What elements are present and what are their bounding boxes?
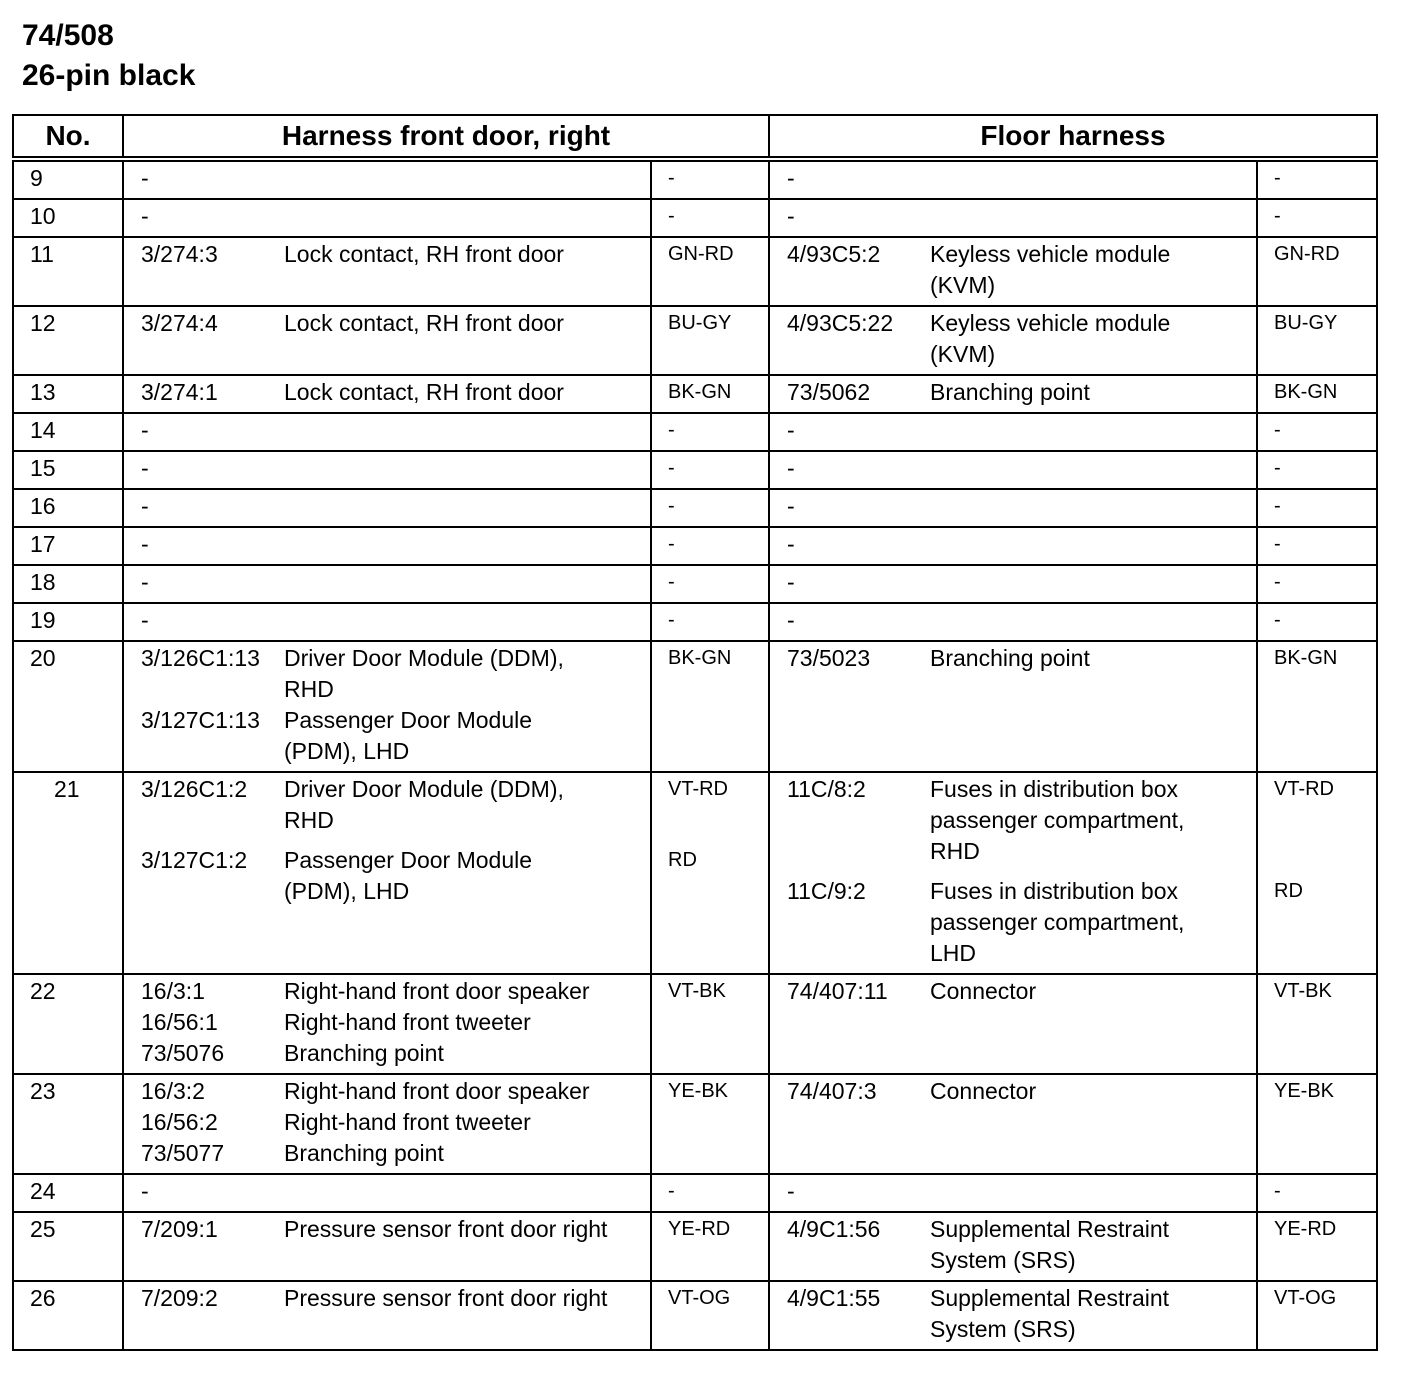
wire-color: VT-OG xyxy=(668,1287,731,1309)
pin-number: 26 xyxy=(13,1281,123,1350)
component-description: Driver Door Module (DDM), RHD xyxy=(284,645,564,702)
pin-number: 25 xyxy=(13,1212,123,1281)
connection-entry xyxy=(770,415,1256,446)
table-row xyxy=(13,1074,1377,1174)
table-row xyxy=(13,237,1377,306)
connection-entry xyxy=(770,491,1256,522)
wire-color: VT-OG xyxy=(1274,1287,1337,1309)
floor-wire-color-cell xyxy=(1257,527,1377,565)
table-row xyxy=(13,1212,1377,1281)
component-description xyxy=(284,1176,650,1207)
connection-entry xyxy=(770,976,1256,1007)
table-row xyxy=(13,306,1377,375)
wire-color: - xyxy=(1274,571,1281,593)
connector-id-title: 74/508 xyxy=(22,19,114,52)
connection-entry xyxy=(770,876,1256,969)
front-door-wire-color-cell xyxy=(651,1212,769,1281)
pin-reference: 73/5023 xyxy=(787,645,871,671)
floor-wire-color-cell xyxy=(1257,641,1377,772)
connection-entry xyxy=(770,529,1256,560)
floor-wire-color-cell xyxy=(1257,306,1377,375)
table-row xyxy=(13,1281,1377,1350)
component-description xyxy=(284,163,650,194)
pin-reference: 16/56:2 xyxy=(141,1109,218,1135)
header-no: No. xyxy=(13,115,123,159)
pin-number: 17 xyxy=(13,527,123,565)
table-row xyxy=(13,159,1377,199)
pin-reference: 7/209:2 xyxy=(141,1285,218,1311)
connection-entry xyxy=(124,643,650,705)
floor-harness-cell xyxy=(769,527,1257,565)
connection-entry xyxy=(770,1076,1256,1107)
pin-reference: - xyxy=(787,531,795,557)
component-description xyxy=(284,491,650,522)
component-description: Right-hand front tweeter xyxy=(284,1009,531,1035)
header-front-door-harness: Harness front door, right xyxy=(123,115,769,159)
component-description xyxy=(930,163,1256,194)
connection-entry xyxy=(770,605,1256,636)
pin-reference: - xyxy=(141,165,149,191)
wire-color: - xyxy=(1274,419,1281,441)
component-description xyxy=(930,201,1256,232)
wire-color: - xyxy=(1274,495,1281,517)
table-row xyxy=(13,1174,1377,1212)
pin-reference: 16/3:2 xyxy=(141,1078,205,1104)
floor-wire-color-cell xyxy=(1257,199,1377,237)
component-description: Pressure sensor front door right xyxy=(284,1216,608,1242)
connection-entry xyxy=(124,1107,650,1138)
floor-harness-cell xyxy=(769,375,1257,413)
component-description: Right-hand front door speaker xyxy=(284,1078,590,1104)
connection-entry xyxy=(124,1038,650,1069)
table-row xyxy=(13,603,1377,641)
front-door-harness-cell xyxy=(123,413,651,451)
pin-number: 13 xyxy=(13,375,123,413)
floor-harness-cell xyxy=(769,1281,1257,1350)
front-door-harness-cell xyxy=(123,199,651,237)
pin-reference: - xyxy=(141,569,149,595)
pin-reference: - xyxy=(141,493,149,519)
pin-number: 10 xyxy=(13,199,123,237)
pin-reference: - xyxy=(787,417,795,443)
pin-number: 16 xyxy=(13,489,123,527)
wire-color: GN-RD xyxy=(668,243,734,265)
table-row xyxy=(13,451,1377,489)
connection-entry xyxy=(124,845,650,907)
component-description: Lock contact, RH front door xyxy=(284,241,564,267)
pin-reference: 73/5077 xyxy=(141,1140,225,1166)
wire-color: - xyxy=(1274,457,1281,479)
floor-wire-color-cell xyxy=(1257,489,1377,527)
connection-entry xyxy=(124,1076,650,1107)
floor-wire-color-cell xyxy=(1257,1174,1377,1212)
floor-harness-cell xyxy=(769,565,1257,603)
pin-number: 21 xyxy=(13,772,123,974)
wire-color: VT-BK xyxy=(1274,980,1332,1002)
component-description: Lock contact, RH front door xyxy=(284,379,564,405)
connection-entry xyxy=(770,774,1256,867)
front-door-wire-color-cell xyxy=(651,1174,769,1212)
table-row xyxy=(13,641,1377,772)
wire-color: - xyxy=(668,167,675,189)
front-door-wire-color-cell xyxy=(651,1074,769,1174)
pin-number: 15 xyxy=(13,451,123,489)
wire-color: YE-RD xyxy=(1274,1218,1337,1240)
wire-color: BU-GY xyxy=(668,312,732,334)
pin-reference: 4/9C1:56 xyxy=(787,1216,881,1242)
connection-entry xyxy=(124,453,650,484)
component-description xyxy=(284,567,650,598)
wire-color: BU-GY xyxy=(1274,312,1338,334)
pin-number: 19 xyxy=(13,603,123,641)
component-description: Driver Door Module (DDM), RHD xyxy=(284,776,564,833)
floor-wire-color-cell xyxy=(1257,603,1377,641)
table-row xyxy=(13,565,1377,603)
pin-reference: 73/5076 xyxy=(141,1040,225,1066)
component-description: Keyless vehicle module (KVM) xyxy=(930,241,1171,298)
front-door-harness-cell xyxy=(123,565,651,603)
front-door-wire-color-cell xyxy=(651,306,769,375)
connection-entry xyxy=(770,1176,1256,1207)
connection-entry xyxy=(124,1007,650,1038)
component-description: Passenger Door Module (PDM), LHD xyxy=(284,847,533,904)
floor-wire-color-cell xyxy=(1257,159,1377,199)
connection-entry xyxy=(124,1138,650,1169)
wire-color: YE-RD xyxy=(668,1218,731,1240)
floor-wire-color-cell xyxy=(1257,565,1377,603)
floor-harness-cell xyxy=(769,413,1257,451)
front-door-wire-color-cell xyxy=(651,237,769,306)
pin-reference: - xyxy=(787,493,795,519)
connection-entry xyxy=(770,567,1256,598)
wire-color: - xyxy=(1274,167,1281,189)
component-description: Connector xyxy=(930,978,1037,1004)
pin-reference: - xyxy=(141,531,149,557)
front-door-wire-color-cell xyxy=(651,199,769,237)
front-door-harness-cell xyxy=(123,159,651,199)
connection-entry xyxy=(770,453,1256,484)
connection-entry xyxy=(770,239,1256,301)
front-door-harness-cell xyxy=(123,375,651,413)
component-description: Pressure sensor front door right xyxy=(284,1285,608,1311)
floor-harness-cell xyxy=(769,451,1257,489)
pin-reference: - xyxy=(141,203,149,229)
component-description xyxy=(284,605,650,636)
pin-reference: 3/127C1:2 xyxy=(141,847,248,873)
connection-entry xyxy=(124,1214,650,1245)
component-description: Supplemental Restraint System (SRS) xyxy=(930,1216,1170,1273)
table-row xyxy=(13,413,1377,451)
front-door-wire-color-cell xyxy=(651,375,769,413)
wire-color: VT-RD xyxy=(668,778,728,800)
floor-wire-color-cell xyxy=(1257,375,1377,413)
pin-reference: - xyxy=(141,455,149,481)
connection-entry xyxy=(770,1283,1256,1345)
front-door-wire-color-cell xyxy=(651,451,769,489)
floor-harness-cell xyxy=(769,199,1257,237)
wire-color: - xyxy=(668,419,675,441)
front-door-harness-cell xyxy=(123,489,651,527)
pin-number: 11 xyxy=(13,237,123,306)
pin-reference: - xyxy=(787,455,795,481)
front-door-wire-color-cell xyxy=(651,641,769,772)
wire-color: - xyxy=(1274,205,1281,227)
floor-wire-color-cell xyxy=(1257,451,1377,489)
component-description xyxy=(930,567,1256,598)
front-door-harness-cell xyxy=(123,1174,651,1212)
component-description: Supplemental Restraint System (SRS) xyxy=(930,1285,1170,1342)
component-description: Branching point xyxy=(930,645,1090,671)
front-door-harness-cell xyxy=(123,451,651,489)
connection-entry xyxy=(124,705,650,767)
wire-color: - xyxy=(668,533,675,555)
front-door-harness-cell xyxy=(123,641,651,772)
connection-entry xyxy=(124,1283,650,1314)
floor-harness-cell xyxy=(769,603,1257,641)
pin-reference: - xyxy=(787,1178,795,1204)
wire-color: - xyxy=(668,495,675,517)
front-door-harness-cell xyxy=(123,1212,651,1281)
component-description xyxy=(930,1176,1256,1207)
connection-entry xyxy=(770,1214,1256,1276)
component-description: Fuses in distribution box passenger compartment, LHD xyxy=(930,878,1185,966)
front-door-wire-color-cell xyxy=(651,527,769,565)
wire-color: - xyxy=(668,205,675,227)
component-description xyxy=(930,529,1256,560)
table-header-row xyxy=(13,115,1377,159)
wire-color: - xyxy=(1274,1180,1281,1202)
pin-reference: 4/9C1:55 xyxy=(787,1285,881,1311)
front-door-wire-color-cell xyxy=(651,565,769,603)
front-door-harness-cell xyxy=(123,1281,651,1350)
pin-reference: 73/5062 xyxy=(787,379,871,405)
wire-color: - xyxy=(668,609,675,631)
wire-color: - xyxy=(668,1180,675,1202)
pin-reference: 4/93C5:22 xyxy=(787,310,894,336)
connection-entry xyxy=(124,308,650,339)
pin-reference: - xyxy=(141,1178,149,1204)
pin-number: 23 xyxy=(13,1074,123,1174)
wire-color: YE-BK xyxy=(668,1080,729,1102)
component-description: Branching point xyxy=(930,379,1090,405)
front-door-wire-color-cell xyxy=(651,159,769,199)
pin-number: 22 xyxy=(13,974,123,1074)
table-row xyxy=(13,974,1377,1074)
component-description: Branching point xyxy=(284,1140,444,1166)
floor-wire-color-cell xyxy=(1257,974,1377,1074)
component-description: Keyless vehicle module (KVM) xyxy=(930,310,1171,367)
wire-color: BK-GN xyxy=(1274,647,1338,669)
connection-entry xyxy=(770,308,1256,370)
header-floor-harness: Floor harness xyxy=(769,115,1377,159)
pin-reference: 7/209:1 xyxy=(141,1216,218,1242)
pin-reference: 3/126C1:2 xyxy=(141,776,248,802)
floor-harness-cell xyxy=(769,306,1257,375)
table-row xyxy=(13,489,1377,527)
pin-reference: 74/407:3 xyxy=(787,1078,877,1104)
front-door-wire-color-cell xyxy=(651,413,769,451)
pin-reference: 3/127C1:13 xyxy=(141,707,260,733)
pin-number: 20 xyxy=(13,641,123,772)
pin-reference: 16/56:1 xyxy=(141,1009,218,1035)
wire-color: GN-RD xyxy=(1274,243,1340,265)
front-door-wire-color-cell xyxy=(651,489,769,527)
component-description: Connector xyxy=(930,1078,1037,1104)
table-row xyxy=(13,199,1377,237)
connection-entry xyxy=(124,163,650,194)
connection-entry xyxy=(124,415,650,446)
floor-harness-cell xyxy=(769,159,1257,199)
component-description xyxy=(284,201,650,232)
table-row xyxy=(13,375,1377,413)
wire-color: BK-GN xyxy=(668,647,732,669)
wire-color: - xyxy=(1274,609,1281,631)
wire-color: VT-BK xyxy=(668,980,726,1002)
front-door-harness-cell xyxy=(123,772,651,974)
pin-number: 14 xyxy=(13,413,123,451)
pin-number: 9 xyxy=(13,159,123,199)
component-description: Right-hand front tweeter xyxy=(284,1109,531,1135)
floor-harness-cell xyxy=(769,237,1257,306)
floor-harness-cell xyxy=(769,1174,1257,1212)
pin-reference: - xyxy=(141,607,149,633)
front-door-wire-color-cell xyxy=(651,974,769,1074)
connection-entry xyxy=(770,201,1256,232)
connection-entry xyxy=(124,239,650,270)
pin-reference: - xyxy=(787,165,795,191)
connection-entry xyxy=(124,605,650,636)
wire-color: VT-RD xyxy=(1274,778,1334,800)
wire-color: BK-GN xyxy=(1274,381,1338,403)
pin-reference: 4/93C5:2 xyxy=(787,241,881,267)
component-description xyxy=(930,415,1256,446)
component-description xyxy=(930,453,1256,484)
floor-wire-color-cell xyxy=(1257,1281,1377,1350)
pin-reference: - xyxy=(787,569,795,595)
front-door-harness-cell xyxy=(123,974,651,1074)
pin-reference: 11C/8:2 xyxy=(787,776,866,802)
component-description: Lock contact, RH front door xyxy=(284,310,564,336)
connector-description: 26-pin black xyxy=(22,59,196,92)
component-description xyxy=(284,453,650,484)
pin-reference: 3/274:1 xyxy=(141,379,218,405)
connection-entry xyxy=(124,529,650,560)
connection-entry xyxy=(124,377,650,408)
front-door-harness-cell xyxy=(123,306,651,375)
table-row xyxy=(13,772,1377,974)
connection-entry xyxy=(770,377,1256,408)
connection-entry xyxy=(124,774,650,836)
pin-reference: - xyxy=(787,203,795,229)
floor-wire-color-cell xyxy=(1257,1212,1377,1281)
component-description: Passenger Door Module (PDM), LHD xyxy=(284,707,533,764)
component-description: Branching point xyxy=(284,1040,444,1066)
connection-entry xyxy=(124,491,650,522)
pin-reference: 74/407:11 xyxy=(787,978,888,1004)
floor-harness-cell xyxy=(769,974,1257,1074)
floor-harness-cell xyxy=(769,772,1257,974)
component-description xyxy=(930,491,1256,522)
table-row xyxy=(13,527,1377,565)
floor-harness-cell xyxy=(769,641,1257,772)
connection-entry xyxy=(770,163,1256,194)
floor-wire-color-cell xyxy=(1257,1074,1377,1174)
pin-reference: 3/126C1:13 xyxy=(141,645,260,671)
wire-color: RD xyxy=(1274,880,1303,902)
connection-entry xyxy=(124,201,650,232)
pin-number: 12 xyxy=(13,306,123,375)
front-door-harness-cell xyxy=(123,527,651,565)
pin-reference: 16/3:1 xyxy=(141,978,205,1004)
floor-wire-color-cell xyxy=(1257,772,1377,974)
pin-reference: 11C/9:2 xyxy=(787,878,866,904)
front-door-harness-cell xyxy=(123,1074,651,1174)
component-description xyxy=(284,415,650,446)
floor-wire-color-cell xyxy=(1257,413,1377,451)
floor-harness-cell xyxy=(769,489,1257,527)
pin-reference: - xyxy=(787,607,795,633)
floor-harness-cell xyxy=(769,1212,1257,1281)
connection-entry xyxy=(770,643,1256,674)
front-door-harness-cell xyxy=(123,603,651,641)
front-door-wire-color-cell xyxy=(651,1281,769,1350)
component-description xyxy=(930,605,1256,636)
wire-color: YE-BK xyxy=(1274,1080,1335,1102)
component-description: Right-hand front door speaker xyxy=(284,978,590,1004)
wire-color: - xyxy=(668,457,675,479)
wire-color: - xyxy=(1274,533,1281,555)
connection-entry xyxy=(124,1176,650,1207)
wire-color: - xyxy=(668,571,675,593)
front-door-harness-cell xyxy=(123,237,651,306)
pin-number: 18 xyxy=(13,565,123,603)
pin-reference: 3/274:4 xyxy=(141,310,218,336)
floor-harness-cell xyxy=(769,1074,1257,1174)
front-door-wire-color-cell xyxy=(651,772,769,974)
component-description xyxy=(284,529,650,560)
pin-reference: - xyxy=(141,417,149,443)
connection-entry xyxy=(124,976,650,1007)
pin-number: 24 xyxy=(13,1174,123,1212)
pin-reference: 3/274:3 xyxy=(141,241,218,267)
wire-color: BK-GN xyxy=(668,381,732,403)
wire-color: RD xyxy=(668,849,697,871)
front-door-wire-color-cell xyxy=(651,603,769,641)
component-description: Fuses in distribution box passenger compartment, RHD xyxy=(930,776,1185,864)
pinout-table xyxy=(12,114,1378,1351)
floor-wire-color-cell xyxy=(1257,237,1377,306)
connection-entry xyxy=(124,567,650,598)
